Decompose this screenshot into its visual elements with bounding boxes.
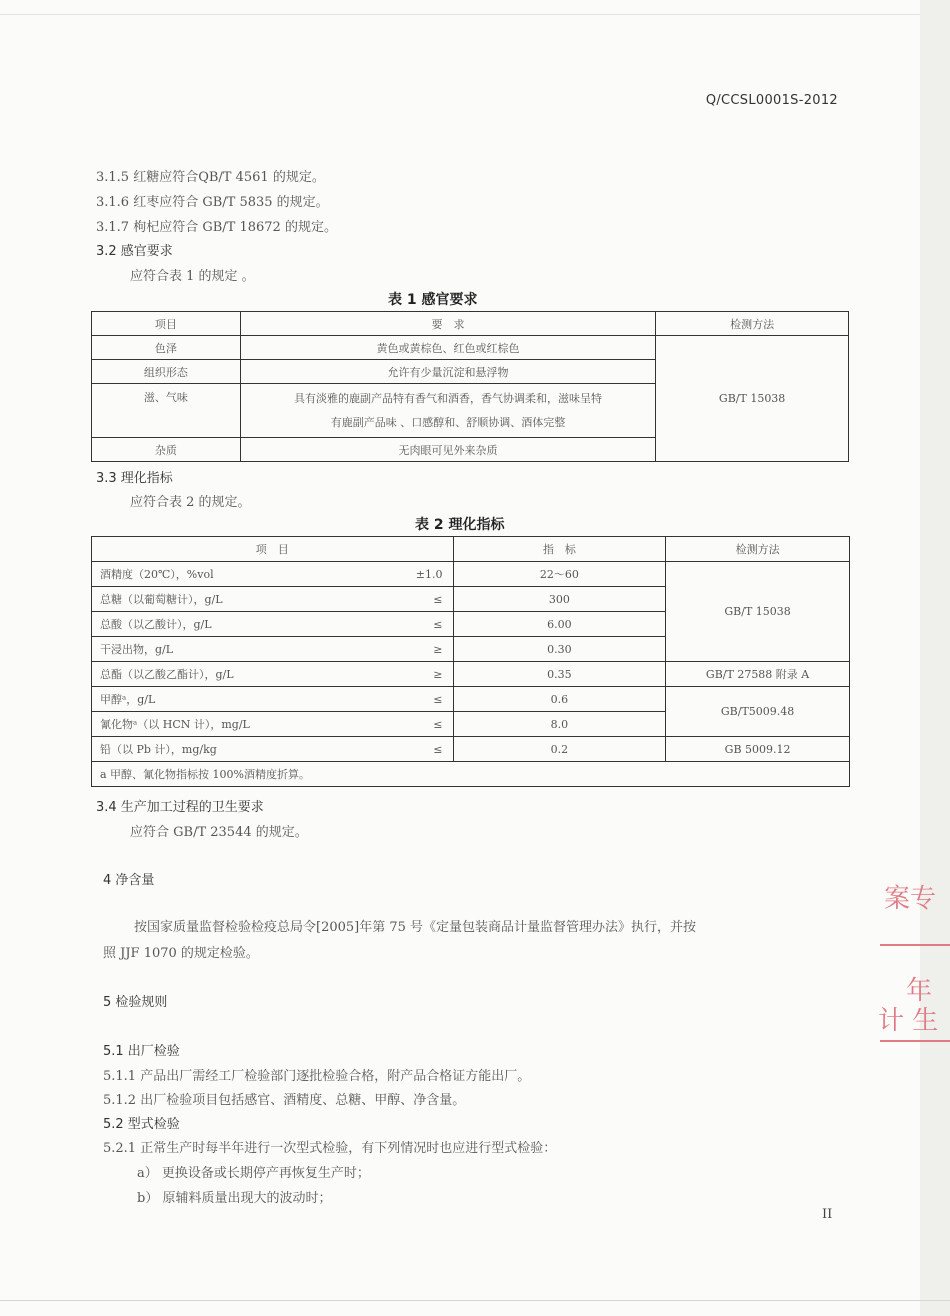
heading-5-2: 5.2 型式检验 [103,1117,180,1132]
clause-5-2-1: 5.2.1 正常生产时每半年进行一次型式检验，有下列情况时也应进行型式检验： [103,1141,557,1156]
item-value: 0.30 [453,637,666,662]
requirement-cell: 黄色或黄棕色、红色或红棕色 [240,336,655,360]
text-3-2: 应符合表 1 的规定 。 [130,269,255,284]
table-row [92,737,850,762]
stamp-rule [880,944,950,946]
table-row [92,662,850,687]
item-symbol: ≤ [401,587,453,612]
item-value: 22～60 [453,562,666,587]
top-scan-line [0,14,950,15]
item-cell: 组织形态 [92,360,241,384]
method-cell: GB/T5009.48 [666,687,850,737]
item-name: 总糖（以葡萄糖计），g/L [92,587,402,612]
item-cell: 杂质 [92,438,241,462]
header-item: 项目 [92,312,241,336]
text-4-line-2: 照 JJF 1070 的规定检验。 [103,946,259,961]
method-cell: GB/T 15038 [666,562,850,662]
requirement-cell: 无肉眼可见外来杂质 [240,438,655,462]
header-value: 指 标 [453,537,666,562]
heading-3-4: 3.4 生产加工过程的卫生要求 [96,800,264,815]
item-name: 甲醇ᵃ，g/L [92,687,402,712]
item-value: 0.2 [453,737,666,762]
header-method: 检测方法 [656,312,849,336]
clause-3-1-7: 3.1.7 枸杞应符合 GB/T 18672 的规定。 [96,220,337,235]
requirement-cell [240,384,655,438]
item-value: 6.00 [453,612,666,637]
clause-3-1-6: 3.1.6 红枣应符合 GB/T 5835 的规定。 [96,195,329,210]
item-name: 酒精度（20℃），%vol [92,562,402,587]
registration-stamp [878,870,950,1045]
item-value: 0.35 [453,662,666,687]
table-note: a 甲醇、氰化物指标按 100%酒精度折算。 [92,762,850,787]
page-edge-shadow [920,0,950,1316]
header-item: 项 目 [92,537,454,562]
header-method: 检测方法 [666,537,850,562]
table-row [92,687,850,712]
sensory-table [91,311,849,462]
clause-3-1-5: 3.1.5 红糖应符合QB/T 4561 的规定。 [96,170,325,185]
item-value: 8.0 [453,712,666,737]
stamp-text-1: 案专 [884,884,937,914]
heading-3-3: 3.3 理化指标 [96,471,173,486]
method-cell: GB 5009.12 [666,737,850,762]
requirement-line-2: 有鹿副产品味 、口感醇和、舒顺协调、酒体完整 [330,415,566,429]
text-3-3: 应符合表 2 的规定。 [130,495,251,510]
table2-caption: 表 2 理化指标 [415,517,505,533]
list-item-b: b） 原辅料质量出现大的波动时； [137,1191,332,1206]
item-cell: 色泽 [92,336,241,360]
table-header-row [92,537,850,562]
list-item-a: a） 更换设备或长期停产再恢复生产时； [137,1166,370,1181]
header-requirement: 要 求 [240,312,655,336]
heading-4: 4 净含量 [103,873,155,888]
item-symbol: ≤ [401,712,453,737]
item-value: 300 [453,587,666,612]
item-name: 氰化物ᵃ（以 HCN 计），mg/L [92,712,402,737]
bottom-scan-line [0,1300,950,1301]
table-header-row [92,312,849,336]
method-cell: GB/T 15038 [656,336,849,462]
heading-3-2: 3.2 感官要求 [96,244,173,259]
item-symbol: ≥ [401,662,453,687]
item-name: 总酯（以乙酸乙酯计），g/L [92,662,402,687]
heading-5-1: 5.1 出厂检验 [103,1044,180,1059]
item-name: 干浸出物，g/L [92,637,402,662]
item-symbol: ≤ [401,612,453,637]
table-row [92,562,850,587]
requirement-line-1: 具有淡雅的鹿副产品特有香气和酒香，香气协调柔和，滋味呈特 [294,391,603,405]
item-cell: 滋、气味 [92,384,241,438]
text-3-4: 应符合 GB/T 23544 的规定。 [130,825,308,840]
table-row [92,336,849,360]
item-name: 总酸（以乙酸计），g/L [92,612,402,637]
item-symbol: ≤ [401,687,453,712]
text-4-line-1: 按国家质量监督检验检疫总局令[2005]年第 75 号《定量包装商品计量监督管理办法》执行，并按 [134,920,697,935]
stamp-text-3: 计 生 [878,1006,939,1036]
heading-5: 5 检验规则 [103,995,168,1010]
item-value: 0.6 [453,687,666,712]
item-symbol: ±1.0 [401,562,453,587]
physicochemical-table [91,536,850,787]
item-symbol: ≤ [401,737,453,762]
stamp-text-2: 年 [906,976,933,1006]
page-number: II [822,1207,833,1222]
item-symbol: ≥ [401,637,453,662]
table-note-row [92,762,850,787]
stamp-rule [880,1040,950,1042]
standard-number: Q/CCSL0001S-2012 [705,93,838,108]
method-cell: GB/T 27588 附录 A [666,662,850,687]
clause-5-1-2: 5.1.2 出厂检验项目包括感官、酒精度、总糖、甲醇、净含量。 [103,1093,466,1108]
requirement-cell: 允许有少量沉淀和悬浮物 [240,360,655,384]
table1-caption: 表 1 感官要求 [388,292,478,308]
item-name: 铅（以 Pb 计），mg/kg [92,737,402,762]
clause-5-1-1: 5.1.1 产品出厂需经工厂检验部门逐批检验合格，附产品合格证方能出厂。 [103,1069,531,1084]
